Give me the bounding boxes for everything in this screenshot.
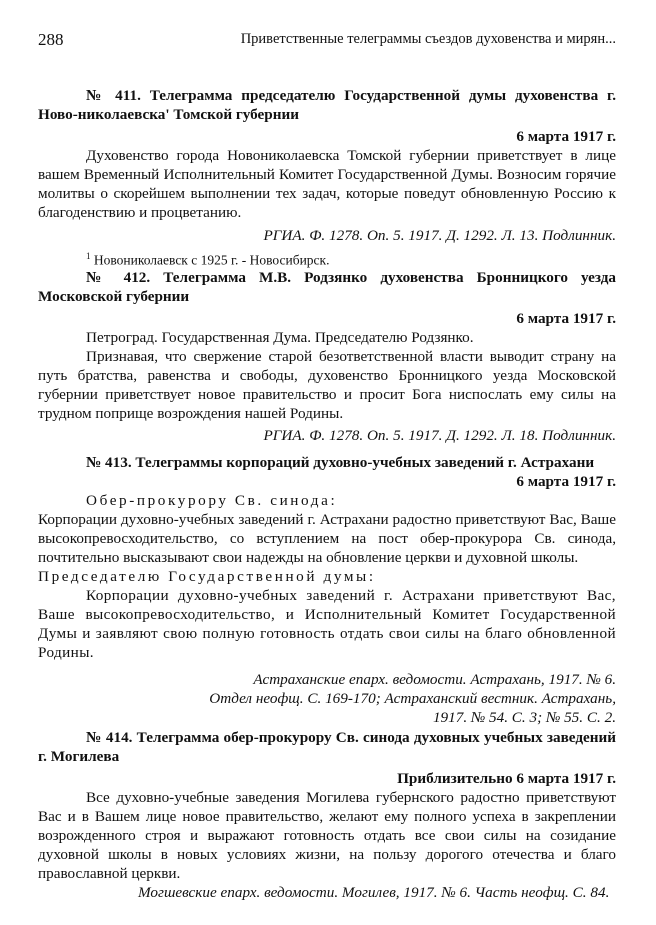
telegram-address: Председателю Государственной думы: xyxy=(38,568,376,585)
telegram-text: Корпорации духовно-учебных заведений г. Астрахани приветствуют Вас, Ваше высокопревосходительство, и Исполнительный Комитет Государственной Думы и заявляют свою полную готовность отдать свои силы на благо обновленной Родины. xyxy=(38,587,616,661)
document-address: Петроград. Государственная Дума. Председателю Родзянко. xyxy=(86,329,474,346)
document-title: № 412. Телеграмма М.В. Родзянко духовенства Бронницкого уезда Московской губернии xyxy=(38,269,616,305)
archive-source: РГИА. Ф. 1278. Оп. 5. 1917. Д. 1292. Л. 18. Подлинник. xyxy=(263,427,616,444)
document-414 xyxy=(38,728,616,902)
document-date: 6 марта 1917 г. xyxy=(516,128,616,145)
footnote-text: Новониколаевск с 1925 г. - Новосибирск. xyxy=(90,252,330,268)
published-source: Астраханские епарх. ведомости. Астрахань, 1917. № 6. xyxy=(253,671,616,688)
document-413 xyxy=(38,453,616,727)
page-number: 288 xyxy=(38,30,64,49)
archive-source: РГИА. Ф. 1278. Оп. 5. 1917. Д. 1292. Л. 13. Подлинник. xyxy=(263,227,616,244)
document-date: 6 марта 1917 г. xyxy=(516,310,616,327)
telegram-address: Обер-прокурору Св. синода: xyxy=(86,492,338,509)
document-text: Духовенство города Новониколаевска Томской губернии приветствует в лице вашем Временный Исполнительный Комитет Государственной Думы. Возносим горячие молитвы о скорейшем выполнении тех задач, которые поведут обновленную Россию к благоденствию и процветанию. xyxy=(38,147,616,221)
document-title: № 411. Телеграмма председателю Государственной думы духовенства г. Ново-николаевска' Томской губернии xyxy=(38,87,616,123)
document-date: 6 марта 1917 г. xyxy=(516,473,616,490)
document-date: Приблизительно 6 марта 1917 г. xyxy=(397,770,616,787)
document-title: № 414. Телеграмма обер-прокурору Св. синода духовных учебных заведений г. Могилева xyxy=(38,729,616,765)
published-source: 1917. № 54. С. 3; № 55. С. 2. xyxy=(432,709,616,726)
footnote xyxy=(38,248,616,269)
footnote-mark: 1 xyxy=(86,251,91,261)
running-title: Приветственные телеграммы съездов духовенства и мирян... xyxy=(240,31,616,47)
telegram-text: Корпорации духовно-учебных заведений г. Астрахани радостно приветствуют Вас, Ваше высокопревосходительство, со вступлением на пост обер-прокурора Св. синода, почтительно высказывают свои надежды на обновление церкви и духовной школы. xyxy=(38,511,616,566)
published-source: Отдел неофщ. С. 169-170; Астраханский вестник. Астрахань, xyxy=(209,690,616,707)
document-412 xyxy=(38,268,616,445)
document-title: № 413. Телеграммы корпораций духовно-учебных заведений г. Астрахани xyxy=(86,454,595,471)
document-411 xyxy=(38,86,616,269)
document-text: Все духовно-учебные заведения Могилева губернского радостно приветствуют Вас и в Вашем лице новое правительство, желают ему полного успеха в закреплении возрожденного строя и выражают готовность отдать все свои силы на созидание духовной школы в новых условиях жизни, на пользу дорогого отечества и благо православной церкви. xyxy=(38,789,616,882)
published-source: Могшевские епарх. ведомости. Могилев, 1917. № 6. Часть неофщ. С. 84. xyxy=(138,884,610,901)
document-text: Признавая, что свержение старой безответственной власти выводит страну на путь братства, равенства и свободы, духовенство Бронницкого уезда Московской губернии приветствует новое правительство и просит Бога ниспослать ему силы на трудном поприще возрождения нашей Родины. xyxy=(38,348,616,422)
